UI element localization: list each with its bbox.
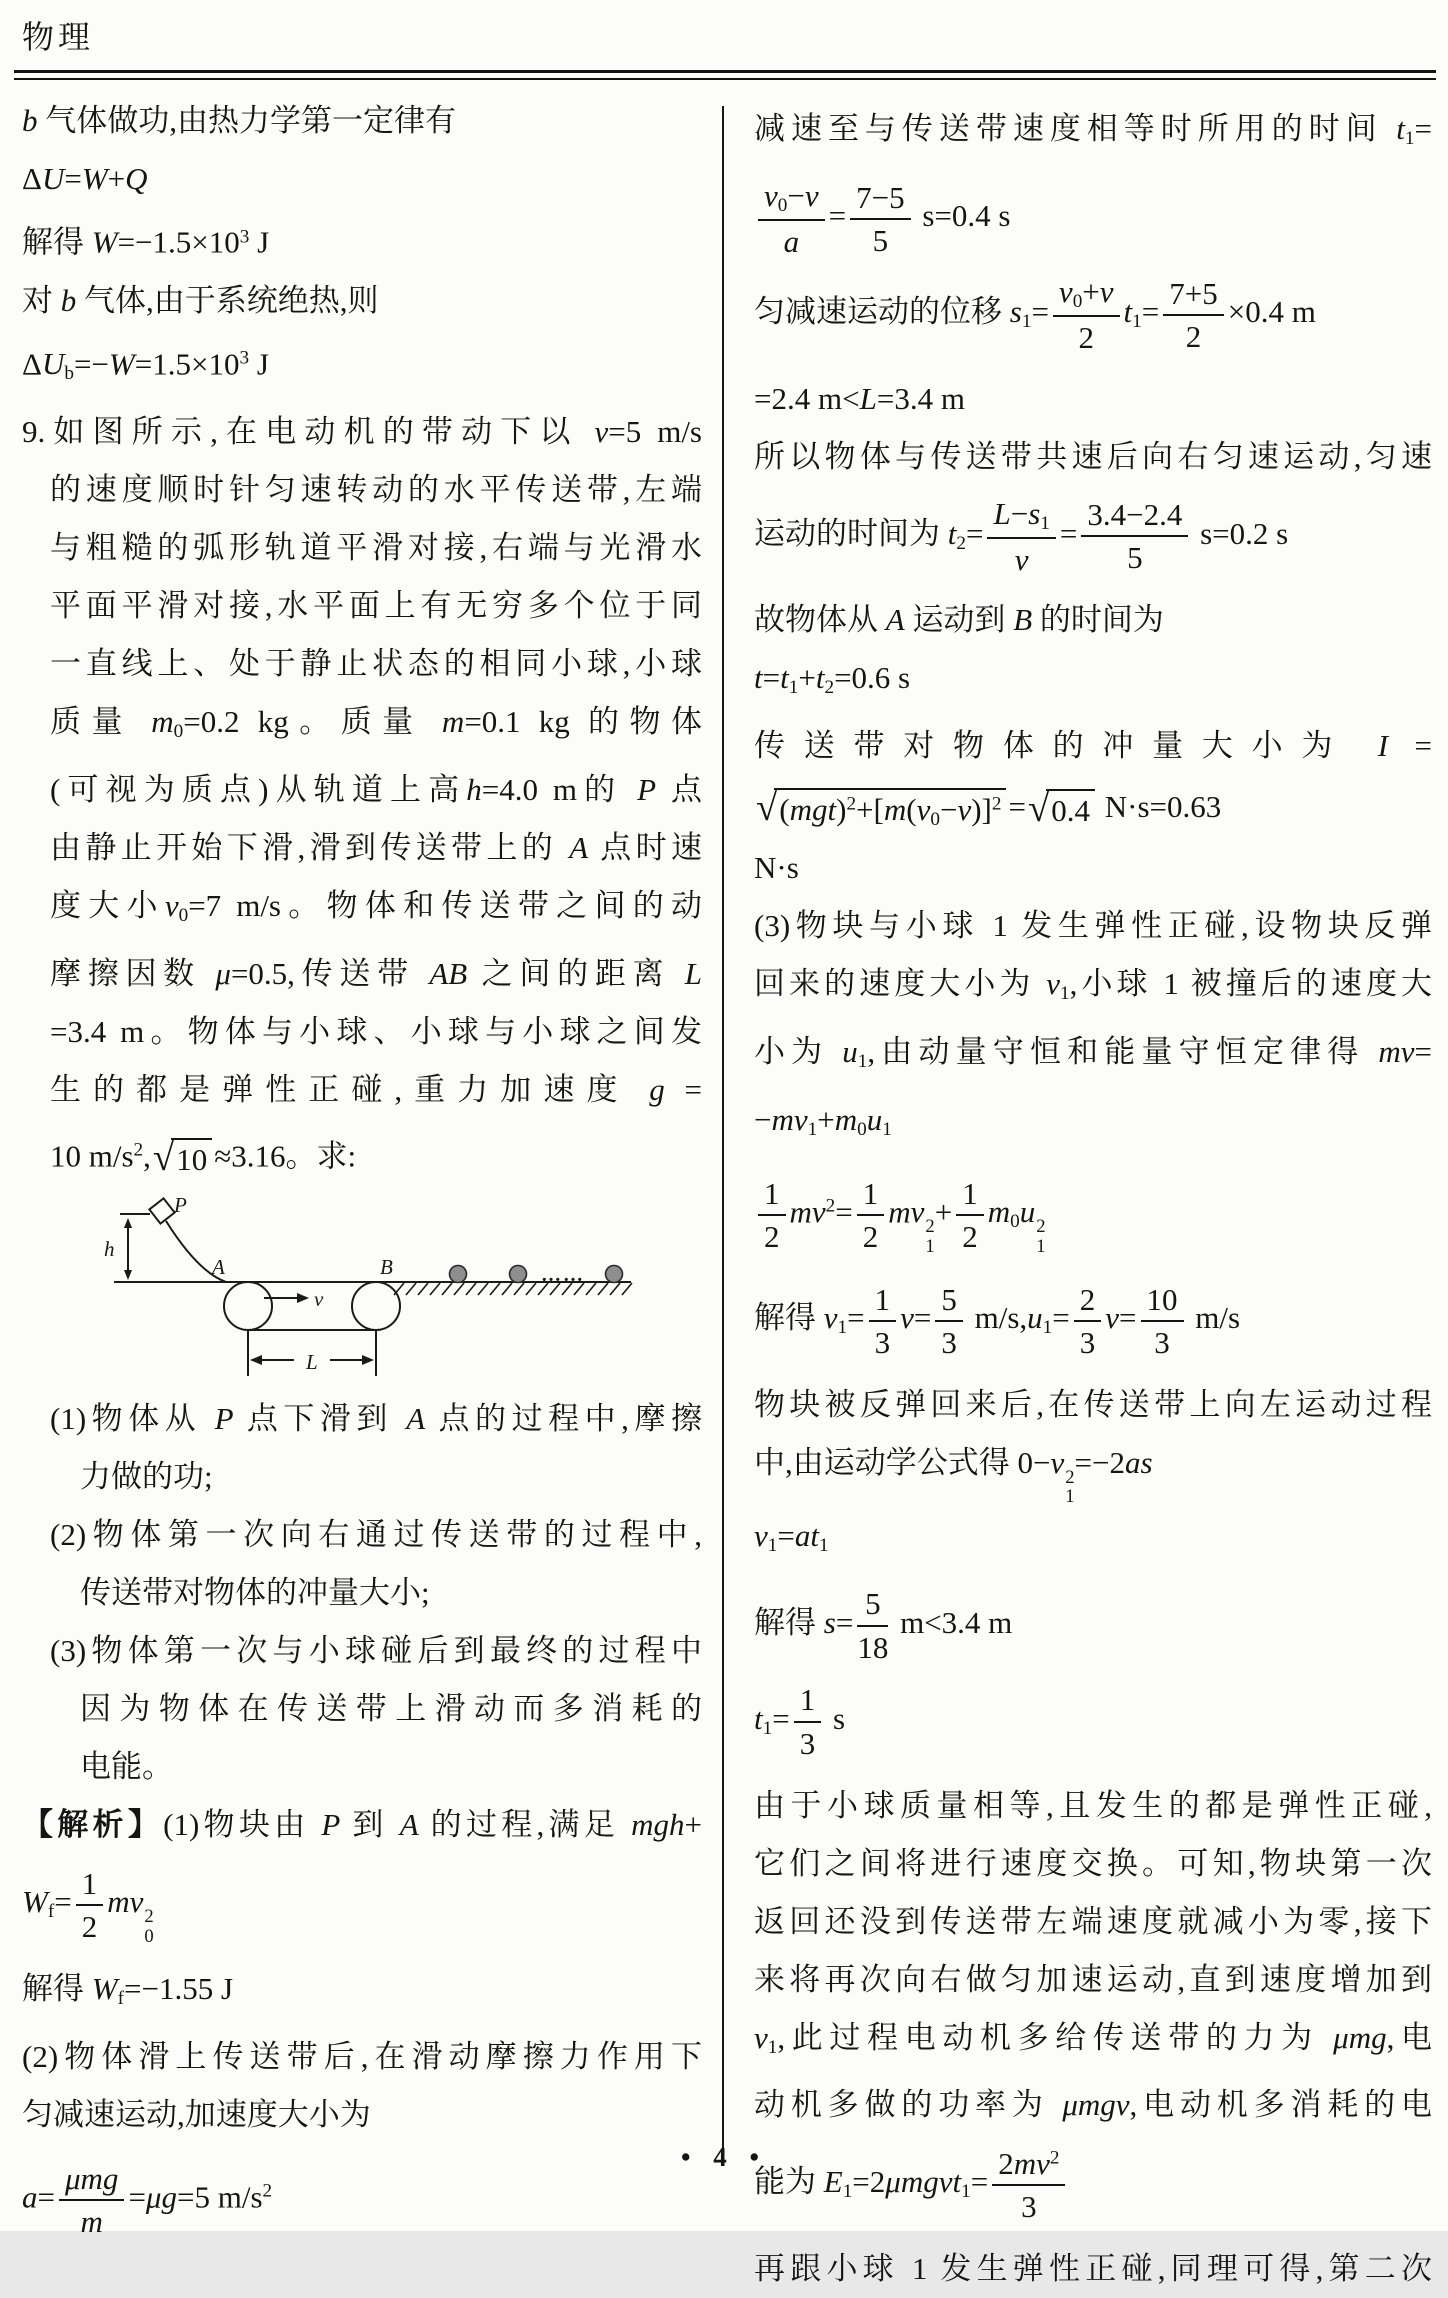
text-line: 与粗糙的弧形轨道平滑对接,右端与光滑水 xyxy=(50,529,702,565)
fraction: $\frac{1}{2}$ xyxy=(956,1175,984,1255)
text-line: 的速度顺时针匀速转动的水平传送带,左端 xyxy=(50,471,702,507)
h-arrowhead-up xyxy=(124,1218,132,1228)
physics-diagram xyxy=(86,1194,646,1384)
text-line: 生的都是弹性正碰,重力加速度 g = xyxy=(50,1071,702,1107)
fraction: $\frac{5}{3}$ xyxy=(935,1281,963,1361)
text-line: 由静止开始下滑,滑到传送带上的 A 点时速 xyxy=(50,829,703,865)
h-arrowhead-down xyxy=(124,1270,132,1280)
column-divider xyxy=(722,106,724,2150)
fraction: $\frac{7-5}{5}$ xyxy=(850,179,910,259)
L-arrowhead-right xyxy=(362,1355,374,1365)
fraction: $\frac{1}{2}$ xyxy=(857,1175,885,1255)
formula-line: ΔU=W+Q xyxy=(22,161,148,196)
text-line: 减速至与传送带速度相等时所用的时间 t1= xyxy=(754,111,1432,149)
text-line: 动机多做的功率为 μmgv,电动机多消耗的电 xyxy=(754,2087,1433,2123)
text-line: 由于小球质量相等,且发生的都是弹性正碰, xyxy=(754,1787,1432,1823)
fraction: $\frac{v0+v}{2}$ xyxy=(1053,273,1120,356)
L-arrowhead-left xyxy=(250,1355,262,1365)
ground-hatching xyxy=(394,1283,632,1295)
ball-3 xyxy=(606,1266,623,1283)
label-L: L xyxy=(306,1350,318,1375)
text-line: 来将再次向右做匀加速运动,直到速度增加到 xyxy=(754,1961,1432,1997)
ball-2 xyxy=(510,1266,527,1283)
formula-line: 10 $m/s^2$, √ 10 ≈3.16。求: xyxy=(50,1135,357,1179)
text-line: (1)物体从 P 点下滑到 A 点的过程中,摩擦 xyxy=(50,1401,703,1437)
formula-line: −mv1+m0u1 xyxy=(754,1101,892,1140)
fraction: $\frac{5}{18}$ xyxy=(857,1586,889,1665)
text-line: 【解析】(1)物块由 P 到 A 的过程,满足 mgh+ xyxy=(22,1807,703,1843)
formula-line: 解得 $W=-1.5\times 10^3$ J xyxy=(22,224,270,260)
text-line: N·s xyxy=(754,850,799,886)
formula-line: 匀减速运动的位移 s1= $\frac{v0+v}{2}$ t1= $\frac{7+5}{2}$ ×0.4 m xyxy=(754,274,1316,356)
fraction: $\frac{1}{3}$ xyxy=(869,1281,897,1361)
text-line: 因为物体在传送带上滑动而多消耗的 xyxy=(80,1691,702,1727)
text-line: 质量 m0=0.2 kg。质量 m=0.1 kg 的物体 xyxy=(50,703,703,742)
formula-line: Wf= $\frac{1}{2}$ mv 2 0 xyxy=(22,1865,154,1947)
text-line: 物块被反弹回来后,在传送带上向左运动过程 xyxy=(754,1386,1432,1422)
formula-line: v1=at1 xyxy=(754,1517,829,1556)
formula-line: t1= $\frac{1}{3}$ s xyxy=(754,1682,846,1761)
text-line: (2)物体滑上传送带后,在滑动摩擦力作用下 xyxy=(22,2038,702,2074)
ellipsis-dots: …… xyxy=(541,1264,585,1287)
text-line: 它们之间将进行速度交换。可知,物块第一次 xyxy=(754,1845,1432,1881)
fraction: $\frac{2}{3}$ xyxy=(1074,1281,1102,1361)
formula-line: 能为 E1=2μmgvt1= $\frac{2mv^2}{3}$ xyxy=(754,2134,1432,2240)
label-B: B xyxy=(380,1255,393,1280)
fraction: $\frac{1}{2}$ xyxy=(758,1175,786,1255)
formula-line: 解得 s= $\frac{5}{18}$ m<3.4 m xyxy=(754,1586,1013,1665)
fraction: $\frac{3.4-2.4}{5}$ xyxy=(1081,496,1188,576)
text-line: 平面平滑对接,水平面上有无穷多个位于同 xyxy=(50,587,702,623)
text-line: 所以物体与传送带共速后向右匀速运动,匀速 xyxy=(754,438,1432,474)
text-line: (3)物块与小球 1 发生弹性正碰,设物块反弹 xyxy=(754,908,1432,944)
square-root: √ $(mgt)^2+[m(v0-v)]^2$ xyxy=(756,788,1006,832)
fraction: $\frac{1}{2}$ xyxy=(76,1865,104,1945)
page-number: • 4 • xyxy=(681,2142,767,2172)
text-line: 返回还没到传送带左端速度就减小为零,接下 xyxy=(754,1903,1432,1939)
fraction: $\frac{L-s1}{v}$ xyxy=(987,495,1055,578)
formula-line: t=t1+t2=0.6 s xyxy=(754,660,911,699)
fraction: $\frac{\text{μmg}}{m}$ xyxy=(59,2160,124,2240)
label-A: A xyxy=(212,1255,225,1280)
left-roller xyxy=(224,1282,272,1330)
text-line: 电能。 xyxy=(80,1749,173,1785)
text-line: 传送带对物体的冲量大小; xyxy=(80,1575,430,1611)
formula-line: =2.4 m<L=3.4 m xyxy=(754,380,965,416)
text-line: (可视为质点)从轨道上高h=4.0 m的 P 点 xyxy=(50,771,702,807)
formula-line: 解得 Wf=−1.55 J xyxy=(22,1970,234,2009)
text-line: 回来的速度大小为 v1,小球 1 被撞后的速度大 xyxy=(754,966,1433,1004)
text-line: 小为 u1,由动量守恒和能量守恒定律得 mv= xyxy=(754,1033,1432,1072)
v-arrowhead xyxy=(297,1293,309,1303)
text-line: (2)物体第一次向右通过传送带的过程中, xyxy=(50,1517,702,1553)
formula-line: 中,由运动学公式得 0−v 2 1 =−2as xyxy=(754,1444,1153,1508)
fraction: $\frac{10}{3}$ xyxy=(1141,1281,1184,1361)
formula-line: a= $\frac{\text{μmg}}{m}$ =μg=5 $m/s^2$ xyxy=(22,2160,273,2240)
text-line: b 气体做功,由热力学第一定律有 xyxy=(22,103,456,138)
text-line: 摩擦因数 μ=0.5,传送带 AB 之间的距离 L xyxy=(50,955,703,991)
header-rule xyxy=(14,70,1436,80)
fraction: $\frac{v0-v}{a}$ xyxy=(758,177,825,260)
right-column xyxy=(754,100,1432,2298)
label-h: h xyxy=(104,1237,115,1262)
text-line: 匀减速运动,加速度大小为 xyxy=(22,2096,371,2132)
text-line: 9.如图所示,在电动机的带动下以 v=5 m/s xyxy=(22,413,702,449)
right-roller xyxy=(352,1282,400,1330)
fraction: $\frac{1}{3}$ xyxy=(794,1681,822,1761)
text-line: 再跟小球 1 发生弹性正碰,同理可得,第二次 xyxy=(754,2251,1432,2287)
label-P: P xyxy=(174,1193,187,1218)
formula-line: 运动的时间为 t2= $\frac{L-s1}{v}$ = $\frac{3.4-2.4}{5}$ s=0.2 s xyxy=(754,495,1289,577)
text-line: =3.4 m。物体与小球、小球与小球之间发 xyxy=(50,1013,702,1049)
block-P xyxy=(149,1198,174,1223)
formula-line: √ $(mgt)^2+[m(v0-v)]^2$ = √ 0.4 N·s=0.63 xyxy=(754,775,1432,839)
formula-line: $\frac{1}{2}$ $mv^2=$ $\frac{1}{2}$ mv 2 1 + $\frac{1}{2}$ m0u 2 1 xyxy=(754,1159,1432,1270)
text-line: 故物体从 A 运动到 B 的时间为 xyxy=(754,602,1164,638)
text-line: 对 b 气体,由于系统绝热,则 xyxy=(22,282,379,318)
page-title: 物理 xyxy=(22,19,95,55)
text-line: (3)物体第一次与小球碰后到最终的过程中 xyxy=(50,1633,702,1669)
ball-1 xyxy=(450,1266,467,1283)
text-line: 度大小v0=7 m/s。物体和传送带之间的动 xyxy=(50,887,702,926)
square-root: √ 0.4 xyxy=(1028,789,1095,831)
left-column xyxy=(22,92,702,2245)
formula-line: $\frac{v0-v}{a}$ = $\frac{7-5}{5}$ s=0.4 s xyxy=(754,168,1432,264)
formula-line: 解得 v1= $\frac{1}{3}$ v= $\frac{5}{3}$ m/s,u1= $\frac{2}{3}$ v= $\frac{10}{3}$ m/s xyxy=(754,1281,1241,1360)
text-line: 力做的功; xyxy=(80,1459,213,1495)
conveyor-belt-figure xyxy=(86,1194,702,1384)
text-line: 传送带对物体的冲量大小为 I = xyxy=(754,728,1433,764)
text-line: 一直线上、处于静止状态的相同小球,小球 xyxy=(50,645,702,681)
text-line: v1,此过程电动机多给传送带的力为 μmg,电 xyxy=(754,2019,1433,2058)
formula-line: $\Delta Ub=-W=1.5\times 10^3$ J xyxy=(22,346,269,384)
label-v: v xyxy=(314,1287,324,1312)
fraction: $\frac{2mv^2}{3}$ xyxy=(992,2145,1065,2225)
square-root: √ 10 xyxy=(153,1138,212,1180)
fraction: $\frac{7+5}{2}$ xyxy=(1163,275,1223,355)
